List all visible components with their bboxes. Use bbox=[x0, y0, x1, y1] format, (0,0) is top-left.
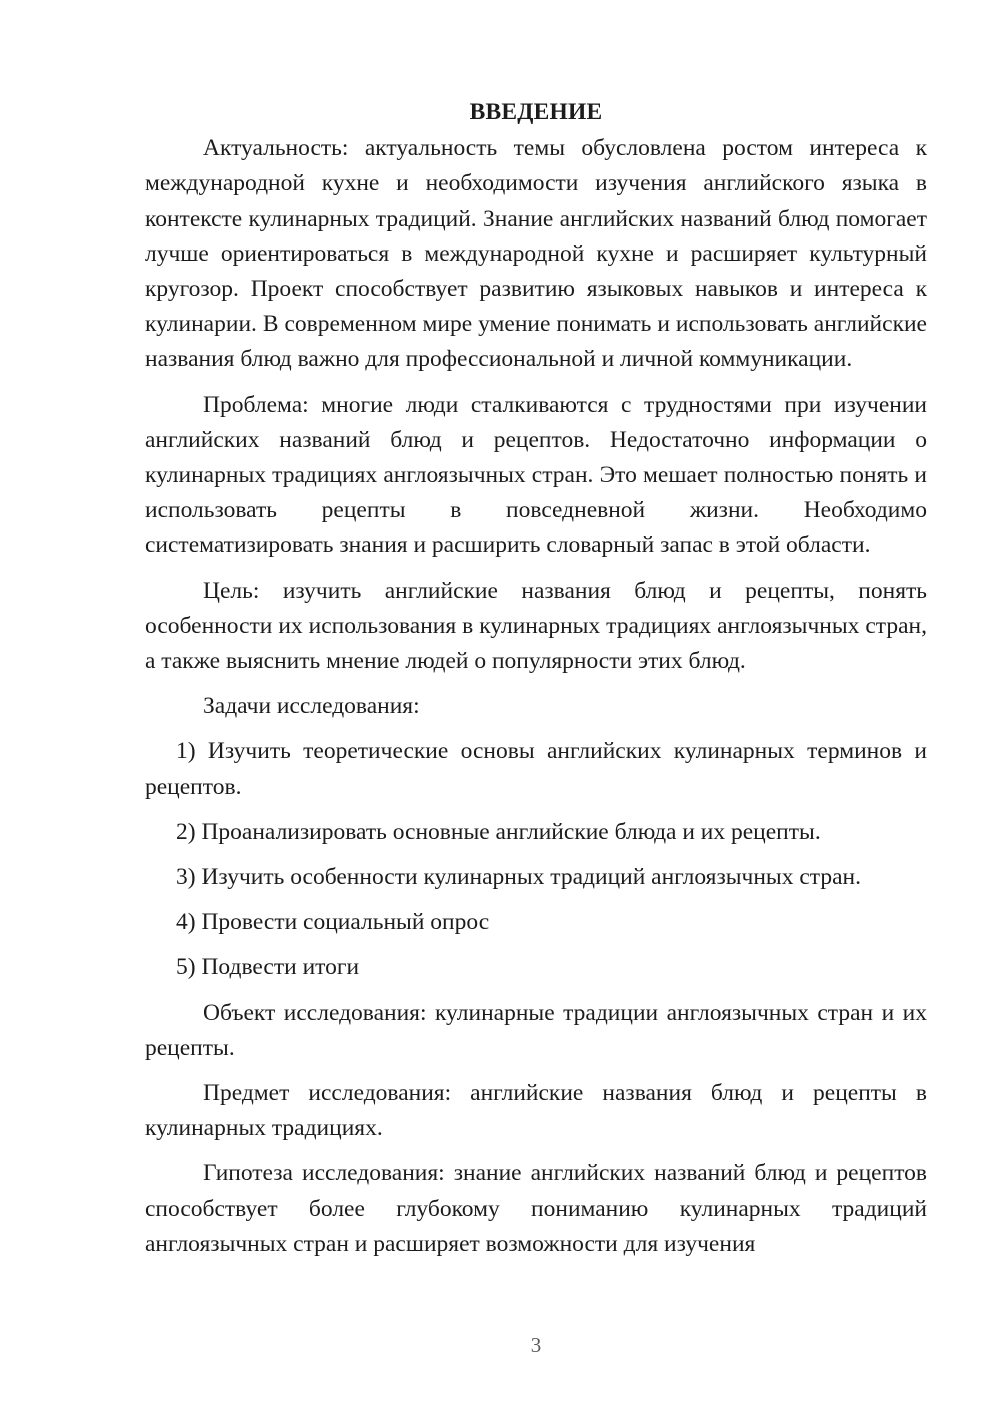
paragraph-problem: Проблема: многие люди сталкиваются с трудностями при изучении английских названий блюд и рецептов. Недостаточно информации о кулинарных традициях англоязычных стран. Это мешает полностью понять и использовать рецепты в повседневной жизни. Необходимо систематизировать знания и расширить словарный запас в этой области. bbox=[145, 391, 927, 559]
paragraph-subject: Предмет исследования: английские названия блюд и рецепты в кулинарных традициях. bbox=[145, 1080, 927, 1142]
tasks-title: Задачи исследования: bbox=[203, 693, 420, 720]
paragraph-hypothesis: Гипотеза исследования: знание английских названий блюд и рецептов способствует более глубокому пониманию кулинарных традиций англоязычных стран и расширяет возможности для изучения bbox=[145, 1160, 927, 1257]
paragraph-object: Объект исследования: кулинарные традиции англоязычных стран и их рецепты. bbox=[145, 999, 927, 1061]
paragraph-relevance: Актуальность: актуальность темы обусловлена ростом интереса к международной кухне и необходимости изучения английского языка в контексте кулинарных традиций. Знание английских названий блюд помогает лучше ориентироваться в международной кухне и расширяет культурный кругозор. Проект способствует развитию языковых навыков и интереса к кулинарии. В современном мире умение понимать и использовать английские названия блюд важно для профессиональной и личной коммуникации. bbox=[145, 135, 927, 373]
list-item: 3) Изучить особенности кулинарных традиций англоязычных стран. bbox=[176, 864, 861, 891]
paragraph-goal: Цель: изучить английские названия блюд и рецепты, понять особенности их использования в кулинарных традициях англоязычных стран, а также выяснить мнение людей о популярности этих блюд. bbox=[145, 577, 927, 675]
list-item: 2) Проанализировать основные английские блюда и их рецепты. bbox=[176, 818, 821, 845]
page-content bbox=[145, 95, 927, 1272]
list-item: 1) Изучить теоретические основы английских кулинарных терминов и рецептов. bbox=[145, 738, 927, 800]
list-item: 5) Подвести итоги bbox=[176, 954, 360, 981]
list-item: 4) Провести социальный опрос bbox=[176, 909, 490, 936]
page-number: 3 bbox=[530, 1333, 542, 1357]
page-title: ВВЕДЕНИЕ bbox=[469, 99, 603, 125]
tasks-list bbox=[145, 734, 927, 985]
